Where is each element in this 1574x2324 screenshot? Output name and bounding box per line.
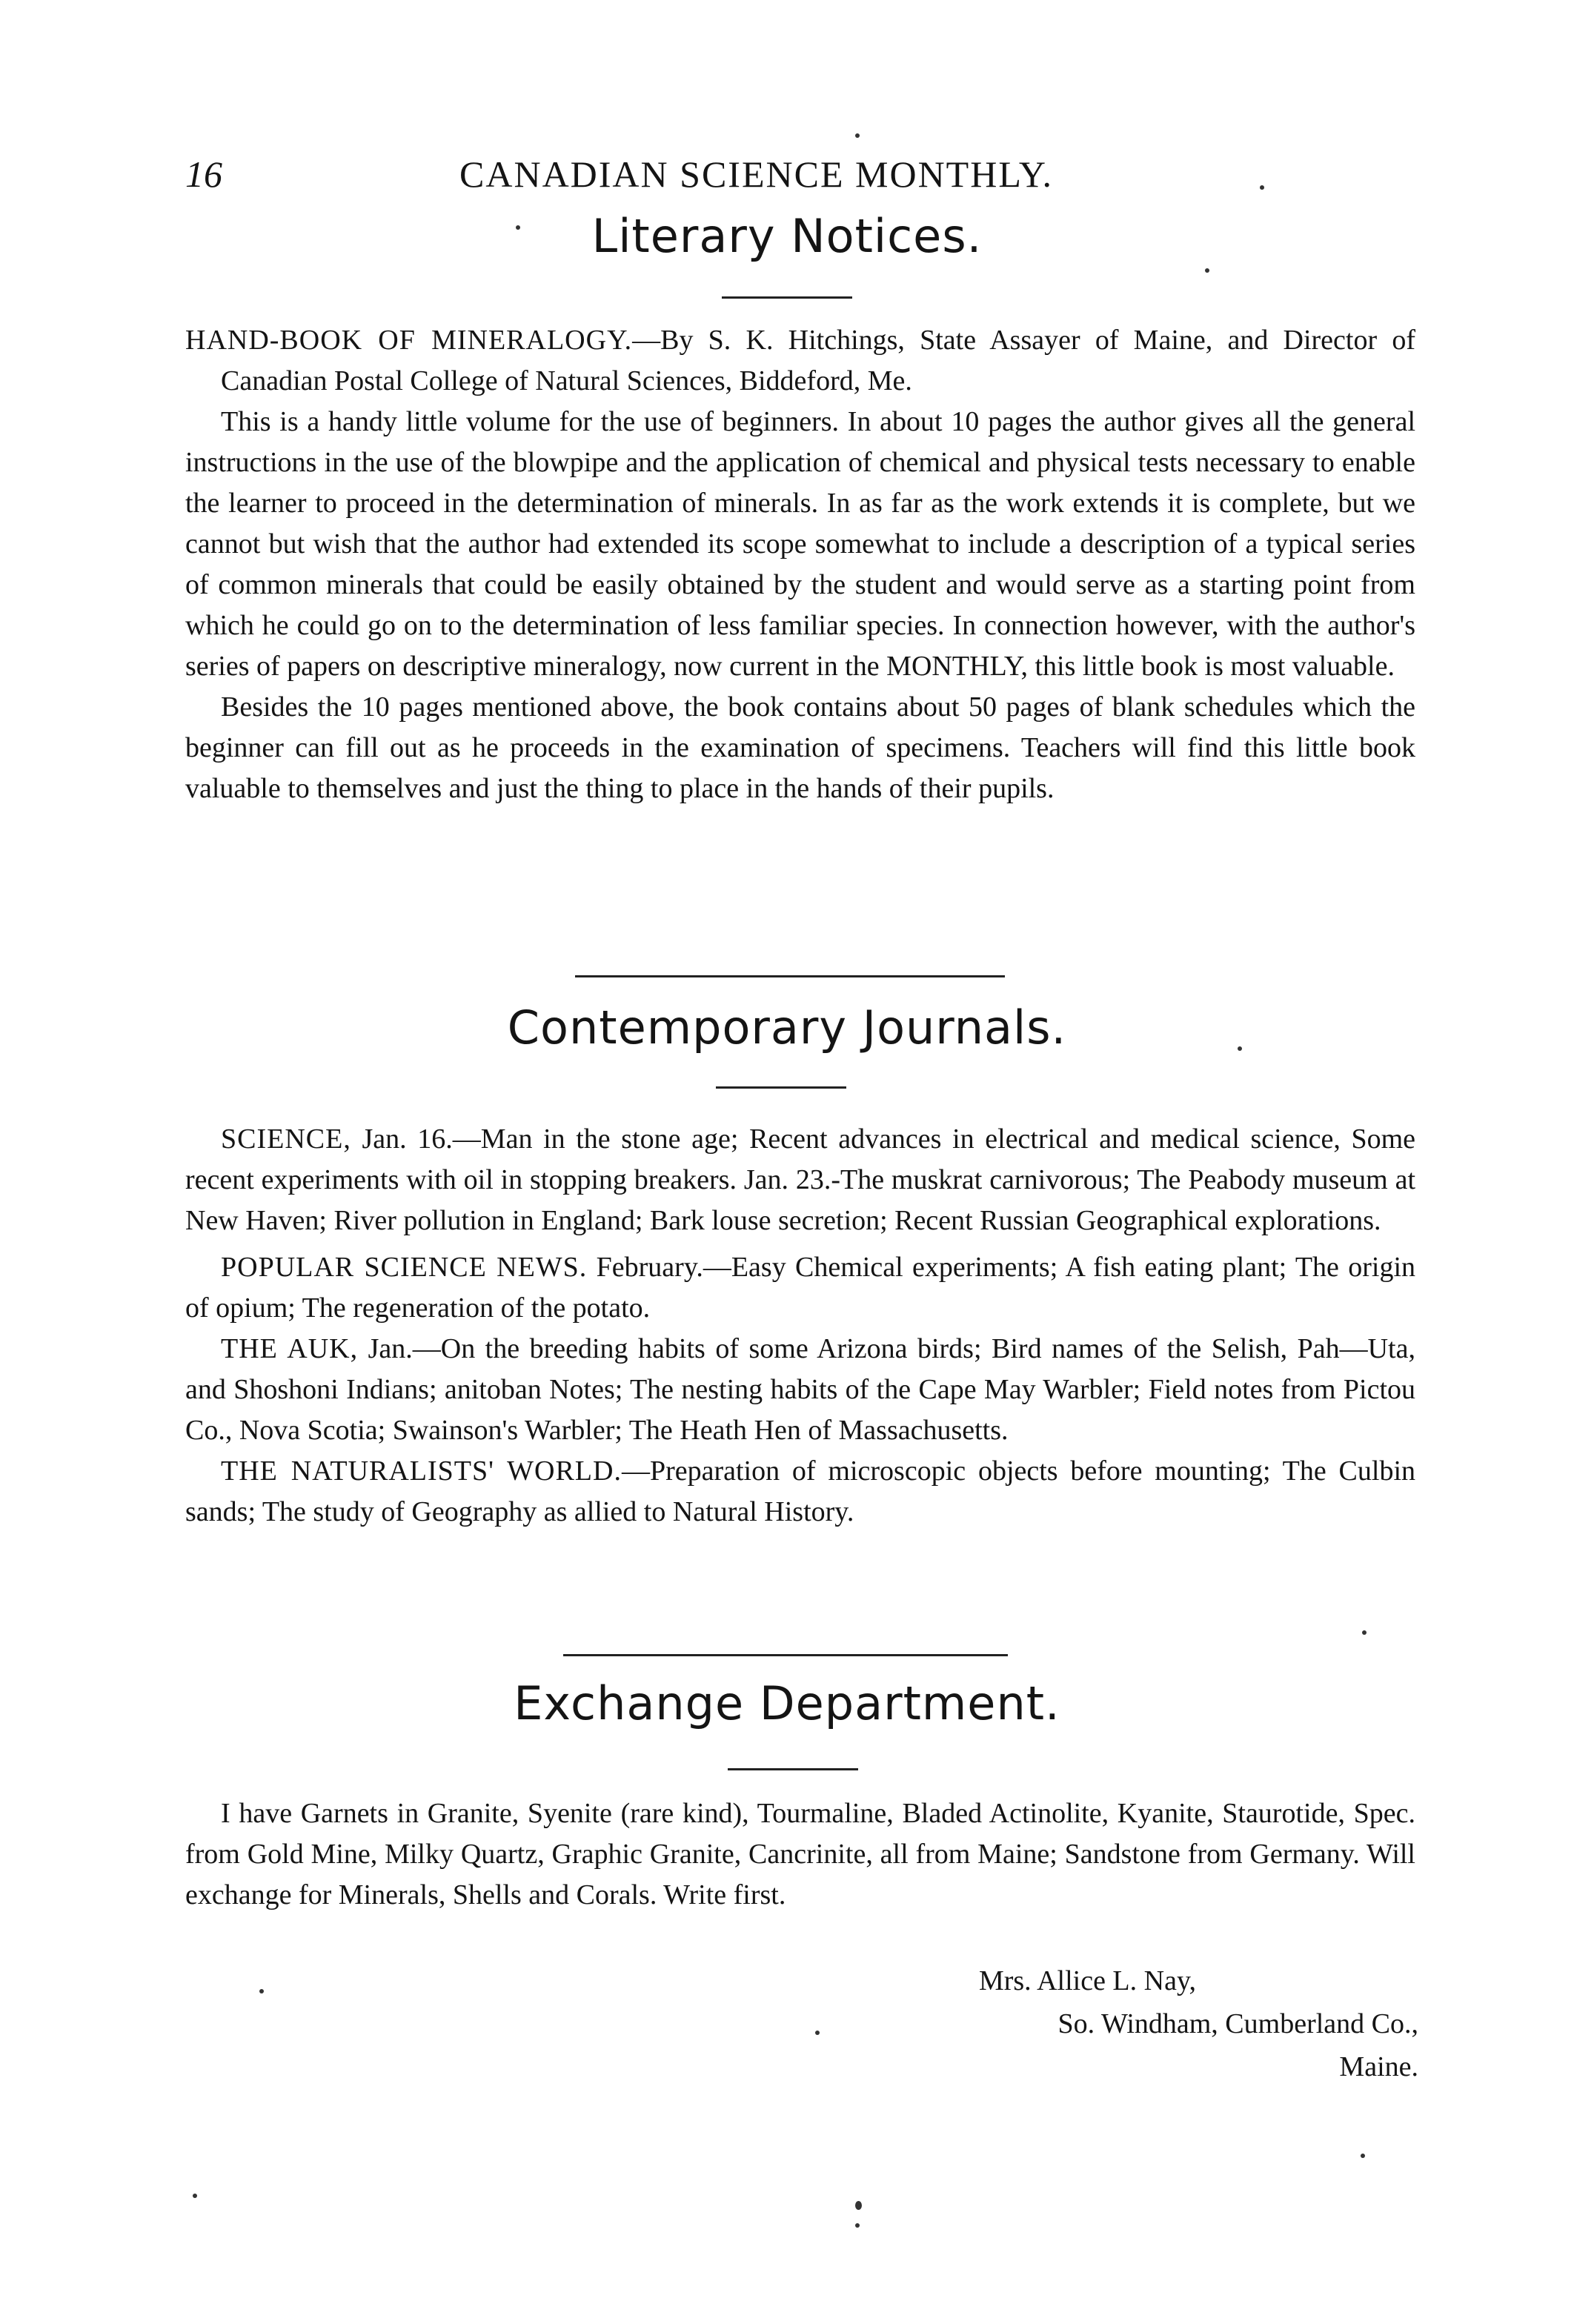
- journal-entry-the-auk: THE AUK, Jan.—On the breeding habits of some Arizona birds; Bird names of the Selish, Pah—Uta, and Shoshoni Indians; anitoban Notes; The nesting habits of the Cape May Warbler; Field notes from Pictou Co., Nova Scotia; Swainson's Warbler; The Heath Hen of Massachusetts.: [185, 1333, 1415, 1446]
- book-credit: —By S. K. Hitchings, State Assayer of Maine, and Director of Canadian Postal College of Natural Sciences, Biddeford, Me.: [221, 325, 1415, 396]
- page-number: 16: [185, 153, 222, 195]
- print-speck: [1260, 185, 1264, 190]
- heading-rule: [716, 1086, 846, 1089]
- print-speck: [193, 2194, 197, 2198]
- print-speck: [815, 2031, 820, 2035]
- print-speck: [516, 225, 520, 230]
- exchange-notice: [185, 1793, 1415, 1916]
- running-head: [185, 153, 1415, 205]
- review-paragraph-2: Besides the 10 pages mentioned above, the book contains about 50 pages of blank schedules which the beginner can fill out as he proceeds in the examination of specimens. Teachers will find this little book valuable to themselves and just the thing to place in the hands of their pupils.: [185, 691, 1415, 804]
- exchange-department-heading: Exchange Department.: [514, 1676, 1060, 1730]
- print-speck: [1205, 268, 1209, 273]
- section-divider: [575, 975, 1005, 977]
- contemporary-journals-heading: Contemporary Journals.: [507, 1000, 1067, 1055]
- print-speck: [1362, 1630, 1367, 1635]
- exchange-signature: [979, 1959, 1418, 2088]
- print-speck: [855, 2201, 862, 2210]
- heading-rule: [728, 1768, 858, 1770]
- book-title: HAND-BOOK OF MINERALOGY.: [185, 325, 633, 356]
- signature-name: Mrs. Allice L. Nay,: [978, 1965, 1196, 1996]
- literary-notice-entry: [185, 320, 1415, 809]
- review-paragraph-1: This is a handy little volume for the use of beginners. In about 10 pages the author gives all the general instructions in the use of the blowpipe and the application of chemical and physical tests necessary to enable the learner to proceed in the determination of minerals. In as far as the work extends it is complete, but we cannot but wish that the author had extended its scope somewhat to include a description of a typical series of common minerals that could be easily obtained by the student and would serve as a starting point from which he could go on to the determination of less familiar species. In connection however, with the author's series of papers on descriptive mineralogy, now current in the MONTHLY, this little book is most valuable.: [185, 406, 1415, 682]
- journal-entry-science: SCIENCE, Jan. 16.—Man in the stone age; Recent advances in electrical and medical science, Some recent experiments with oil in stopping breakers. Jan. 23.-The muskrat carnivorous; The Peabody museum at New Haven; River pollution in England; Bark louse secretion; Recent Russian Geographical explorations.: [185, 1123, 1416, 1236]
- journal-entry-popular-science-news: POPULAR SCIENCE NEWS. February.—Easy Chemical experiments; A fish eating plant; The origin of opium; The regeneration of the potato.: [185, 1252, 1416, 1324]
- journal-title: CANADIAN SCIENCE MONTHLY.: [459, 153, 1054, 195]
- book-citation: [185, 320, 1415, 402]
- exchange-notice-body: I have Garnets in Granite, Syenite (rare kind), Tourmaline, Bladed Actinolite, Kyanite, Staurotide, Spec. from Gold Mine, Milky Quartz, Graphic Granite, Cancrinite, all from Maine; Sandstone from Germany. Will exchange for Minerals, Shells and Corals. Write first.: [185, 1798, 1415, 1910]
- signature-address: So. Windham, Cumberland Co.,: [1057, 2008, 1418, 2039]
- literary-notices-heading: Literary Notices.: [591, 209, 983, 263]
- print-speck: [259, 1989, 264, 1993]
- journal-entry-naturalists-world: THE NATURALISTS' WORLD.—Preparation of microscopic objects before mounting; The Culbin sands; The study of Geography as allied to Natural History.: [185, 1455, 1415, 1527]
- section-divider: [563, 1654, 1008, 1656]
- print-speck: [855, 133, 860, 138]
- journal-listing: [185, 1119, 1415, 1533]
- print-speck: [855, 2223, 860, 2228]
- print-speck: [1238, 1046, 1242, 1051]
- signature-state: Maine.: [1339, 2051, 1418, 2082]
- heading-rule: [722, 296, 852, 299]
- print-speck: [1361, 2154, 1365, 2158]
